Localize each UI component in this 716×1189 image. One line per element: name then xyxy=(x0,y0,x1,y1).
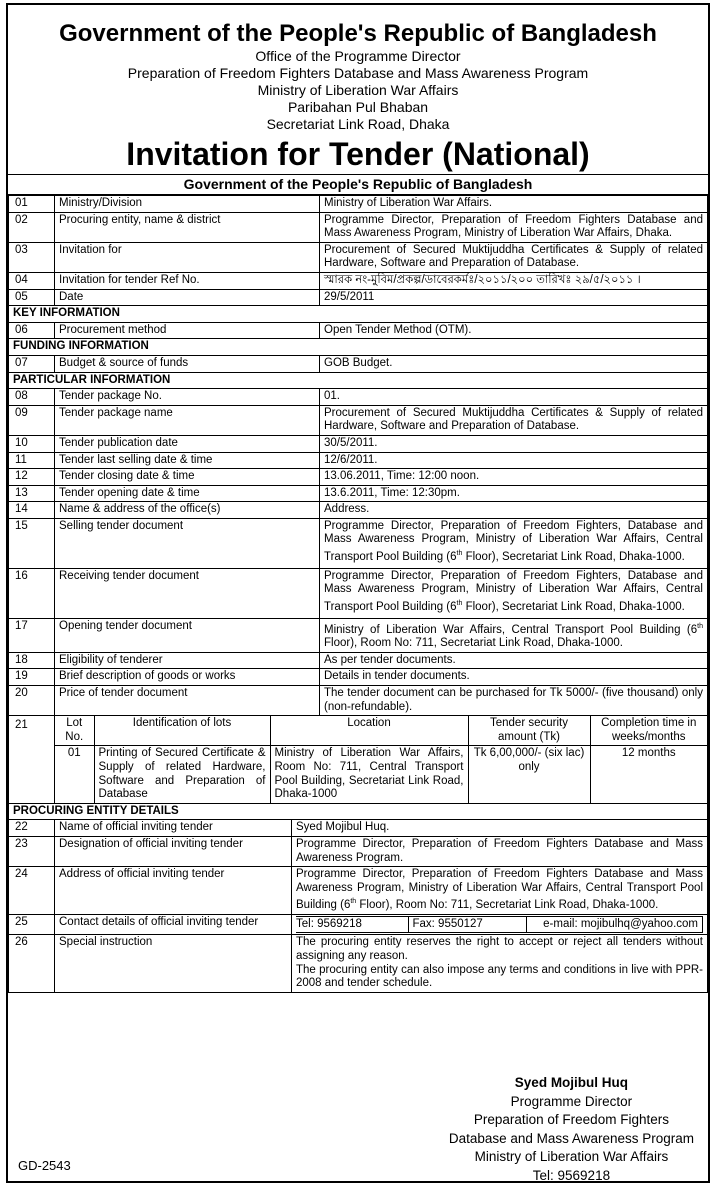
tel-value: Tel: 9569218 xyxy=(296,916,408,933)
table-row: 24 Address of official inviting tender Programme Director, Preparation of Freedom Fighters Database and Mass Awareness Program, Ministry of Liberation War Affairs, Central Transport Pool Building (6th Floor), Room No: 711, Secretariat Link Road, Dhaka-1000. xyxy=(9,867,708,915)
table-row: 19 Brief description of goods or works Details in tender documents. xyxy=(9,669,708,686)
lots-row: 21 Lot No. Identification of lots Location Tender security amount (Tk) Completion time in weeks/months 01 Printing of Secured Certificate & Supply of related Hardware, Software and Preparation of Database Ministry of Liberation War Affairs, Room No: 711, Central Transport Pool Building, Secretariat Link Road, Dhaka-1000 Tk 6,00,000/- (six lac) only 12 months xyxy=(9,716,708,804)
table-row: 22 Name of official inviting tender Syed Mojibul Huq. xyxy=(9,820,708,837)
tender-table xyxy=(8,195,708,820)
table-row: 01 Ministry/Division Ministry of Liberation War Affairs. xyxy=(9,196,708,213)
section-key-information: KEY INFORMATION xyxy=(9,306,708,323)
procuring-table xyxy=(8,819,708,992)
address-line: Secretariat Link Road, Dhaka xyxy=(266,116,450,132)
table-row: 04 Invitation for tender Ref No. স্মারক নং-মুবিম/প্রকল্প/ডাবেরকর্মঃ/২০১১/২০০ তারিখঃ ২৯/৫/২০১১ । xyxy=(9,272,708,289)
table-row: 12 Tender closing date & time 13.06.2011, Time: 12:00 noon. xyxy=(9,469,708,486)
lot-row: 01 Printing of Secured Certificate & Supply of related Hardware, Software and Preparation of Database Ministry of Liberation War Affairs, Room No: 711, Central Transport Pool Building, Secretariat Link Road, Dhaka-1000 Tk 6,00,000/- (six lac) only 12 months xyxy=(55,746,707,803)
table-row: 07 Budget & source of funds GOB Budget. xyxy=(9,355,708,372)
fax-value: Fax: 9550127 xyxy=(408,916,526,933)
lots-table xyxy=(55,716,707,803)
gov-title: Government of the People's Republic of Bangladesh xyxy=(59,20,657,47)
lots-header: Lot No. Identification of lots Location Tender security amount (Tk) Completion time in weeks/months xyxy=(55,716,707,746)
building-line: Paribahan Pul Bhaban xyxy=(287,99,429,115)
table-row: 02 Procuring entity, name & district Programme Director, Preparation of Freedom Fighters Database and Mass Awareness Program, Ministry of Liberation War Affairs, Dhaka. xyxy=(9,212,708,242)
email-value: e-mail: mojibulhq@yahoo.com xyxy=(526,916,703,933)
table-row: 15 Selling tender document Programme Director, Preparation of Freedom Fighters, Database and Mass Awareness Program, Ministry of Liberation War Affairs, Central Transport Pool Building (6th Floor), Secretariat Link Road, Dhaka-1000. xyxy=(9,518,708,568)
gd-code: GD-2543 xyxy=(18,1158,71,1173)
table-row: 03 Invitation for Procurement of Secured Muktijuddha Certificates & Supply of related Hardware, Software and Preparation of Database. xyxy=(9,242,708,272)
table-row: 18 Eligibility of tenderer As per tender documents. xyxy=(9,652,708,669)
section-procuring-entity: PROCURING ENTITY DETAILS xyxy=(9,803,708,820)
table-row: 08 Tender package No. 01. xyxy=(9,389,708,406)
office-line: Office of the Programme Director xyxy=(255,48,461,64)
table-row: 11 Tender last selling date & time 12/6/2011. xyxy=(9,452,708,469)
section-funding-information: FUNDING INFORMATION xyxy=(9,339,708,356)
table-row: 14 Name & address of the office(s) Address. xyxy=(9,502,708,519)
signature-block: Syed Mojibul Huq Programme Director Preparation of Freedom Fighters Database and Mass Awareness Program Ministry of Liberation War Affairs Tel: 9569218 xyxy=(449,1074,694,1186)
signatory-title: Programme Director xyxy=(510,1093,633,1109)
table-row: 10 Tender publication date 30/5/2011. xyxy=(9,435,708,452)
table-row: 06 Procurement method Open Tender Method (OTM). xyxy=(9,322,708,339)
table-row: 09 Tender package name Procurement of Secured Muktijuddha Certificates & Supply of related Hardware, Software and Preparation of Database. xyxy=(9,405,708,435)
table-row: 20 Price of tender document The tender document can be purchased for Tk 5000/- (five thousand) only (non-refundable). xyxy=(9,686,708,716)
table-row: 16 Receiving tender document Programme Director, Preparation of Freedom Fighters, Database and Mass Awareness Program, Ministry of Liberation War Affairs, Central Transport Pool Building (6th Floor), Secretariat Link Road, Dhaka-1000. xyxy=(9,568,708,618)
signatory-tel: Tel: 9569218 xyxy=(532,1167,611,1183)
tender-notice xyxy=(6,3,710,1183)
notice-header xyxy=(8,19,708,174)
table-row: 17 Opening tender document Ministry of Liberation War Affairs, Central Transport Pool Building (6th Floor), Room No: 711, Secretariat Link Road, Dhaka-1000. xyxy=(9,618,708,652)
table-title: Government of the People's Republic of Bangladesh xyxy=(8,174,708,195)
signatory-name: Syed Mojibul Huq xyxy=(514,1075,629,1090)
ministry-line: Ministry of Liberation War Affairs xyxy=(257,82,459,98)
contact-details xyxy=(296,916,703,934)
table-row: 23 Designation of official inviting tender Programme Director, Preparation of Freedom Fighters Database and Mass Awareness Program. xyxy=(9,837,708,867)
table-row: 26 Special instruction The procuring entity reserves the right to accept or reject all tenders without assigning any reason. The procuring entity can also impose any terms and conditions in live with PPR-2008 and tender schedule. xyxy=(9,935,708,992)
table-row: 05 Date 29/5/2011 xyxy=(9,289,708,306)
notice-heading: Invitation for Tender (National) xyxy=(126,136,590,172)
program-line: Preparation of Freedom Fighters Database and Mass Awareness Program xyxy=(127,65,589,81)
table-row: 13 Tender opening date & time 13.6.2011, Time: 12:30pm. xyxy=(9,485,708,502)
table-row: 25 Contact details of official inviting tender Tel: 9569218 Fax: 9550127 e-mail: mojibulhq@yahoo.com xyxy=(9,914,708,935)
section-particular-information: PARTICULAR INFORMATION xyxy=(9,372,708,389)
